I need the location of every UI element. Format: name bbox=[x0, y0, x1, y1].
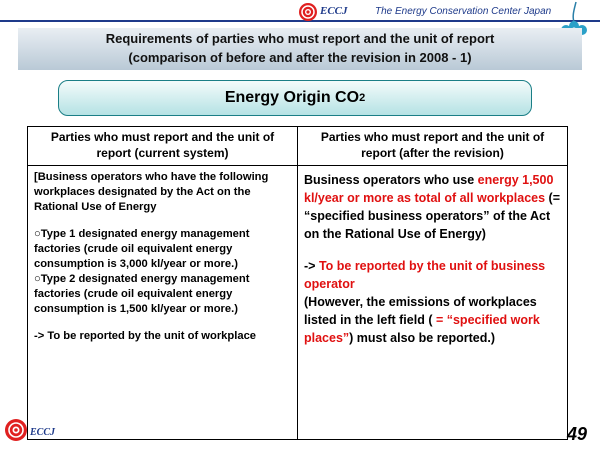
section-heading-subscript: 2 bbox=[359, 92, 366, 104]
header-current-system: Parties who must report and the unit of report (current system) bbox=[28, 127, 298, 166]
current-paragraph-2: ○Type 1 designated energy management factories (crude oil equivalent energy consumption is 3,000 kl/year or more.) bbox=[34, 228, 250, 270]
current-paragraph-4: -> To be reported by the unit of workplace bbox=[34, 330, 257, 342]
title-line-1: Requirements of parties who must report and the unit of report bbox=[105, 31, 495, 46]
page-number: 49 bbox=[567, 424, 588, 444]
header-after-revision: Parties who must report and the unit of report (after the revision) bbox=[298, 127, 568, 166]
header-organization: The Energy Conservation Center Japan bbox=[375, 6, 552, 17]
revision-p3-text-a: (However, the emissions of workplaces listed in the left field ( bbox=[304, 295, 537, 327]
revision-paragraph-1 bbox=[304, 171, 561, 243]
title-line-2: (comparison of before and after the revision in 2008 - 1) bbox=[128, 50, 472, 65]
current-paragraph-3: ○Type 2 designated energy management factories (crude oil equivalent energy consumption is 1,500 kl/year or more.) bbox=[34, 273, 250, 315]
footer-logo-icon bbox=[4, 418, 28, 442]
revision-p2-highlight: To be reported by the unit of business operator bbox=[304, 259, 546, 291]
revision-p3-highlight: = “specified work places” bbox=[304, 313, 540, 345]
section-heading-text: Energy Origin CO bbox=[224, 89, 360, 106]
footer-brand: ECCJ bbox=[30, 427, 56, 438]
comparison-table bbox=[27, 126, 568, 440]
revision-paragraph-3 bbox=[304, 293, 561, 347]
section-heading bbox=[58, 80, 532, 116]
revision-paragraph-2 bbox=[304, 257, 561, 293]
header-brand: ECCJ bbox=[320, 5, 348, 17]
eccj-logo-icon bbox=[298, 2, 318, 22]
after-revision-cell bbox=[298, 166, 568, 440]
revision-p1-text-b: (= “specified business operators” of the Act on the Rational Use of Energy) bbox=[304, 191, 561, 241]
revision-p3-text-b: ) must also be reported.) bbox=[349, 331, 496, 345]
current-system-cell bbox=[28, 166, 298, 440]
revision-p1-highlight: energy 1,500 kl/year or more as total of all workplaces bbox=[304, 173, 554, 205]
revision-p1-text-a: Business operators who use bbox=[304, 173, 478, 187]
current-paragraph-1: [Business operators who have the following workplaces designated by the Act on the Rational Use of Energy bbox=[34, 171, 269, 213]
revision-p2-arrow: -> bbox=[304, 259, 319, 273]
page-title bbox=[18, 29, 582, 67]
